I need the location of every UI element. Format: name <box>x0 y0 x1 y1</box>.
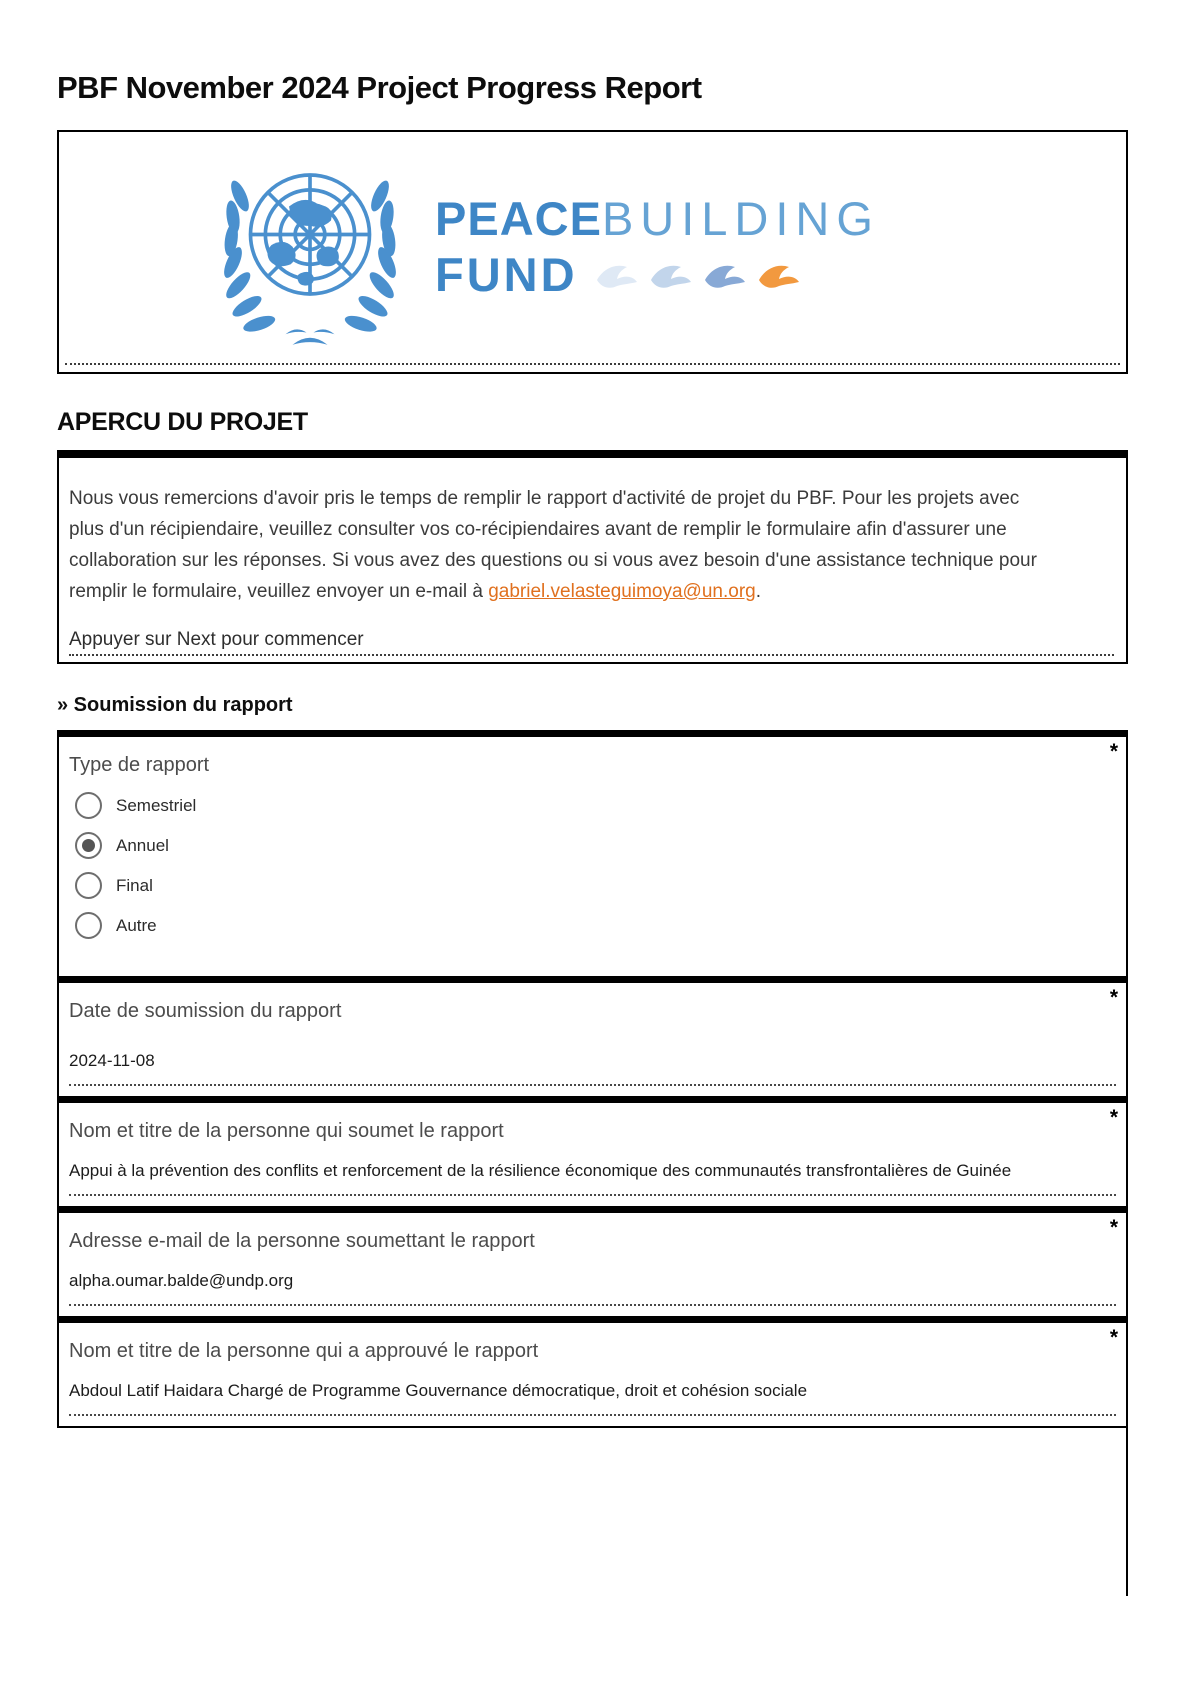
submission-date-value[interactable]: 2024-11-08 <box>69 1051 155 1070</box>
radio-selected-icon[interactable] <box>75 832 102 859</box>
radio-option-label: Annuel <box>116 835 169 855</box>
report-type-options <box>75 792 1116 939</box>
intro-text-before-link: Nous vous remercions d'avoir pris le temps de remplir le rapport d'activité de projet du PBF. Pour les projets avec plus d'un récipiendaire, veuillez consulter vos co-récipiendaires avant de remplir le formulaire afin d'assurer une collaboration sur les réponses. Si vous avez des questions ou si vous avez besoin d'une assistance technique pour remplir le formulaire, veuillez envoyer un e-mail à <box>69 488 1037 602</box>
un-emblem-icon <box>205 146 415 358</box>
logo-word-peace: PEACE <box>435 192 602 245</box>
radio-unselected-icon[interactable] <box>75 912 102 939</box>
dotted-divider <box>69 1414 1116 1416</box>
page-title: PBF November 2024 Project Progress Report <box>57 70 702 105</box>
required-asterisk: * <box>1109 740 1118 763</box>
dotted-divider <box>69 654 1114 656</box>
field-label: Date de soumission du rapport <box>69 1000 342 1022</box>
logo-word-fund: FUND <box>435 248 578 301</box>
radio-option-label: Semestriel <box>116 795 197 815</box>
dotted-divider <box>69 1304 1116 1306</box>
radio-option-semestriel[interactable] <box>75 792 1116 819</box>
required-asterisk: * <box>1109 986 1118 1009</box>
required-asterisk: * <box>1109 1326 1118 1349</box>
radio-option-final[interactable] <box>75 872 1116 899</box>
page-content <box>57 0 1128 1596</box>
logo-word-building: BUILDING <box>601 192 880 245</box>
subsection-title-soumission: » Soumission du rapport <box>57 694 293 716</box>
intro-text-after-link: . <box>755 581 761 602</box>
radio-unselected-icon[interactable] <box>75 872 102 899</box>
field-approver-name <box>57 1316 1128 1428</box>
field-report-type <box>57 730 1128 978</box>
field-submitter-email <box>57 1206 1128 1318</box>
section-title: APERCU DU PROJET <box>57 408 308 436</box>
field-submitter-name <box>57 1096 1128 1208</box>
dotted-divider <box>65 363 1120 365</box>
intro-paragraph <box>69 483 1054 607</box>
radio-option-label: Final <box>116 875 153 895</box>
radio-option-label: Autre <box>116 915 157 935</box>
required-asterisk: * <box>1109 1216 1118 1239</box>
approver-name-value[interactable]: Abdoul Latif Haidara Chargé de Programme Gouvernance démocratique, droit et cohésion sociale <box>69 1381 808 1400</box>
dove-icons <box>596 261 800 295</box>
field-label: Nom et titre de la personne qui soumet le rapport <box>69 1120 504 1142</box>
radio-option-annuel[interactable] <box>75 832 1116 859</box>
dotted-divider <box>69 1194 1116 1196</box>
intro-box <box>57 450 1128 664</box>
next-hint-text: Appuyer sur Next pour commencer <box>69 629 364 650</box>
next-section-border <box>1126 1428 1128 1596</box>
dove-icon <box>596 261 638 295</box>
field-submission-date <box>57 976 1128 1098</box>
dotted-divider <box>69 1084 1116 1086</box>
field-label: Adresse e-mail de la personne soumettant le rapport <box>69 1230 535 1252</box>
dove-icon <box>650 261 692 295</box>
dove-icon <box>758 261 800 295</box>
submitter-name-value[interactable]: Appui à la prévention des conflits et renforcement de la résilience économique des communautés transfrontalières de Guinée <box>69 1161 1012 1180</box>
dove-icon <box>704 261 746 295</box>
radio-unselected-icon[interactable] <box>75 792 102 819</box>
submitter-email-value[interactable]: alpha.oumar.balde@undp.org <box>69 1271 294 1290</box>
logo-wordmark <box>435 193 880 301</box>
support-email-link[interactable]: gabriel.velasteguimoya@un.org <box>488 581 756 602</box>
logo-box <box>57 130 1128 374</box>
radio-option-autre[interactable] <box>75 912 1116 939</box>
field-label: Nom et titre de la personne qui a approuvé le rapport <box>69 1340 539 1362</box>
field-label: Type de rapport <box>69 754 210 776</box>
form-fields <box>57 730 1128 1428</box>
required-asterisk: * <box>1109 1106 1118 1129</box>
